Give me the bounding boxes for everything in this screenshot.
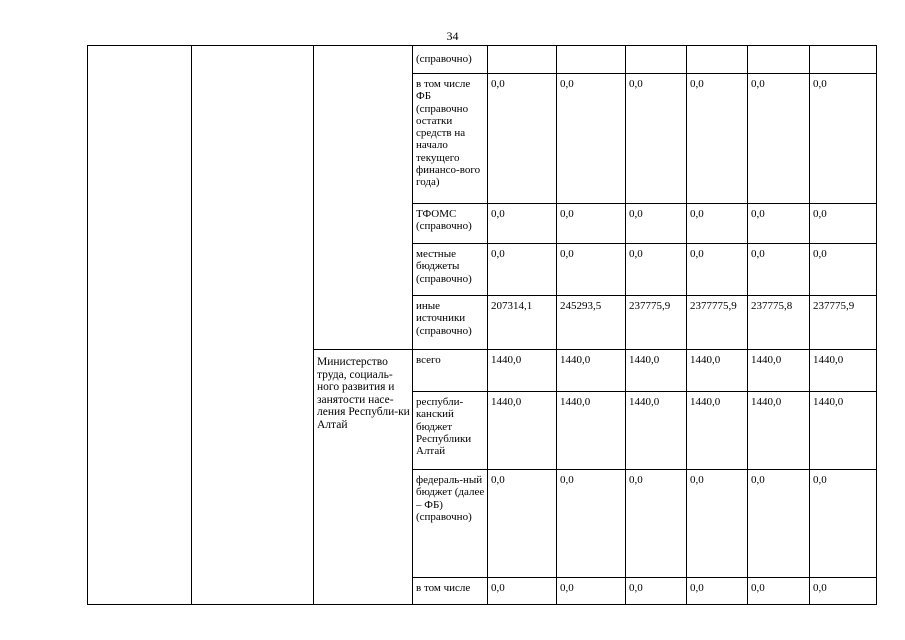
value-cell: 0,0 — [748, 578, 810, 605]
page-number: 34 — [446, 29, 459, 43]
funding-source-cell: федераль-ный бюджет (далее – ФБ) (справочно) — [413, 470, 488, 578]
value-cell: 0,0 — [810, 470, 877, 578]
value-cell: 1440,0 — [488, 350, 557, 392]
value-cell: 0,0 — [488, 74, 557, 204]
value-cell: 1440,0 — [557, 350, 626, 392]
value-cell: 245293,5 — [557, 296, 626, 350]
value-cell: 1440,0 — [626, 350, 687, 392]
funding-source-cell: в том числе — [413, 578, 488, 605]
value-cell: 1440,0 — [687, 392, 748, 470]
value-cell: 1440,0 — [810, 350, 877, 392]
value-cell: 0,0 — [687, 578, 748, 605]
value-cell: 237775,9 — [626, 296, 687, 350]
value-cell: 0,0 — [810, 74, 877, 204]
value-cell: 0,0 — [626, 244, 687, 296]
value-cell: 0,0 — [687, 470, 748, 578]
funding-source-cell: ТФОМС (справочно) — [413, 204, 488, 244]
value-cell: 0,0 — [687, 74, 748, 204]
value-cell: 1440,0 — [626, 392, 687, 470]
value-cell: 0,0 — [626, 74, 687, 204]
value-cell: 1440,0 — [687, 350, 748, 392]
empty-cell-col3 — [314, 46, 413, 350]
value-cell: 207314,1 — [488, 296, 557, 350]
value-cell: 0,0 — [557, 204, 626, 244]
value-cell: 0,0 — [488, 204, 557, 244]
value-cell: 0,0 — [810, 244, 877, 296]
value-cell: 0,0 — [488, 578, 557, 605]
value-cell — [488, 46, 557, 74]
value-cell — [626, 46, 687, 74]
value-cell: 0,0 — [810, 578, 877, 605]
value-cell: 0,0 — [687, 204, 748, 244]
value-cell — [810, 46, 877, 74]
funding-source-cell: иные источники (справочно) — [413, 296, 488, 350]
value-cell: 0,0 — [488, 244, 557, 296]
value-cell: 1440,0 — [557, 392, 626, 470]
value-cell — [557, 46, 626, 74]
empty-cell-col1 — [88, 46, 192, 605]
value-cell: 2377775,9 — [687, 296, 748, 350]
funding-source-cell: местные бюджеты (справочно) — [413, 244, 488, 296]
value-cell: 0,0 — [748, 74, 810, 204]
value-cell: 1440,0 — [488, 392, 557, 470]
funding-source-cell: (справочно) — [413, 46, 488, 74]
value-cell — [687, 46, 748, 74]
value-cell: 0,0 — [687, 244, 748, 296]
value-cell: 1440,0 — [810, 392, 877, 470]
value-cell — [748, 46, 810, 74]
value-cell: 0,0 — [557, 470, 626, 578]
value-cell: 0,0 — [626, 578, 687, 605]
value-cell: 0,0 — [810, 204, 877, 244]
value-cell: 0,0 — [557, 578, 626, 605]
value-cell: 237775,9 — [810, 296, 877, 350]
table-row — [88, 46, 877, 74]
value-cell: 1440,0 — [748, 350, 810, 392]
value-cell: 0,0 — [748, 204, 810, 244]
value-cell: 0,0 — [557, 74, 626, 204]
value-cell: 0,0 — [748, 470, 810, 578]
value-cell: 237775,8 — [748, 296, 810, 350]
funding-source-cell: республи-канский бюджет Республики Алтай — [413, 392, 488, 470]
value-cell: 0,0 — [626, 204, 687, 244]
ministry-cell: Министерство труда, социаль-ного развития и занятости насе-ления Республи-ки Алтай — [314, 350, 413, 605]
value-cell: 0,0 — [626, 470, 687, 578]
value-cell: 1440,0 — [748, 392, 810, 470]
value-cell: 0,0 — [488, 470, 557, 578]
value-cell: 0,0 — [748, 244, 810, 296]
funding-table — [87, 45, 877, 605]
empty-cell-col2 — [192, 46, 314, 605]
value-cell: 0,0 — [557, 244, 626, 296]
funding-source-cell: всего — [413, 350, 488, 392]
funding-source-cell: в том числе ФБ (справочно остатки средств на начало текущего финансо-вого года) — [413, 74, 488, 204]
